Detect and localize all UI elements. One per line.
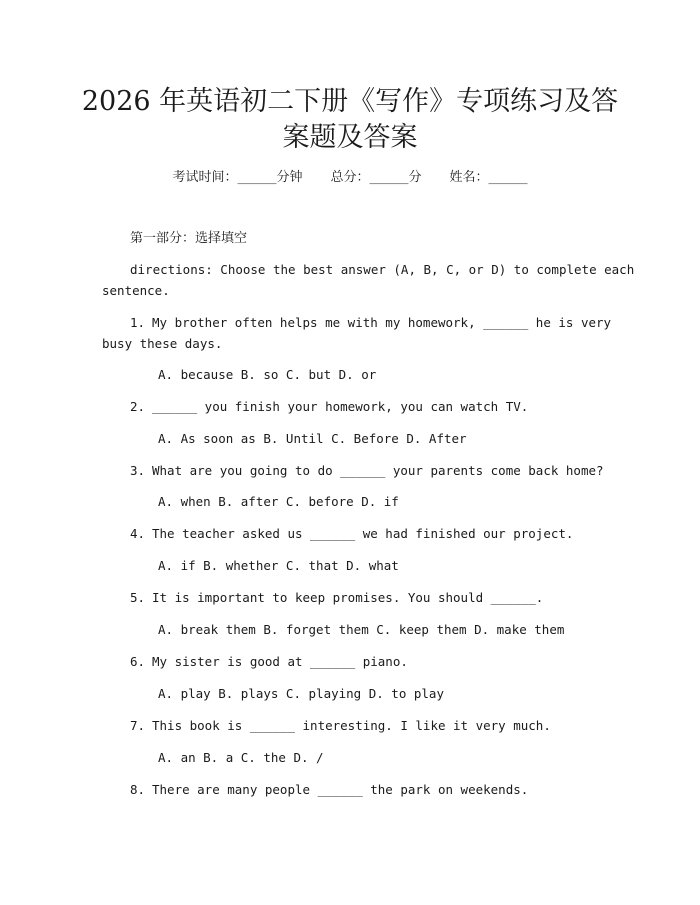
question-6-options: A. play B. plays C. playing D. to play [158,686,444,701]
exam-name: 姓名：______ [449,170,528,185]
question-number: 4. [130,526,146,541]
question-5-options: A. break them B. forget them C. keep them D. make them [158,622,565,637]
question-7-options: A. an B. a C. the D. / [158,750,324,765]
question-7 [130,716,630,736]
question-text: It is important to keep promises. You should ______. [152,590,544,605]
question-number: 7. [130,718,146,733]
question-2 [130,397,630,417]
question-text: What are you going to do ______ your parents come back home? [152,463,604,478]
exam-score: 总分：______分 [330,170,422,185]
question-4-options: A. if B. whether C. that D. what [158,558,399,573]
question-2-options: A. As soon as B. Until C. Before D. After [158,431,467,446]
question-1 [130,313,630,333]
question-text: There are many people ______ the park on weekends. [152,782,529,797]
question-8 [130,780,630,800]
question-number: 1. [130,315,146,330]
question-text: ______ you finish your homework, you can watch TV. [152,399,529,414]
question-text: The teacher asked us ______ we had finished our project. [152,526,574,541]
question-text: My sister is good at ______ piano. [152,654,408,669]
question-4 [130,524,630,544]
question-3-options: A. when B. after C. before D. if [158,494,399,509]
question-text: This book is ______ interesting. I like it very much. [152,718,551,733]
question-6 [130,652,630,672]
directions-line-1: directions: Choose the best answer (A, B, C, or D) to complete each [130,262,635,277]
question-5 [130,588,630,608]
directions-line-2: sentence. [102,283,170,298]
question-number: 8. [130,782,146,797]
document-title-line-2: 案题及答案 [282,122,418,153]
question-text: My brother often helps me with my homework, ______ he is very [152,315,612,330]
question-1-options: A. because B. so C. but D. or [158,367,377,382]
question-number: 6. [130,654,146,669]
document-title-line-1: 2026 年英语初二下册《写作》专项练习及答 [81,86,619,117]
question-3 [130,461,630,481]
question-number: 3. [130,463,146,478]
question-1-continued: busy these days. [102,336,223,351]
section-heading: 第一部分：选择填空 [130,231,248,246]
question-number: 5. [130,590,146,605]
exam-info [0,169,700,187]
exam-time: 考试时间：______分钟 [172,170,303,185]
question-number: 2. [130,399,146,414]
